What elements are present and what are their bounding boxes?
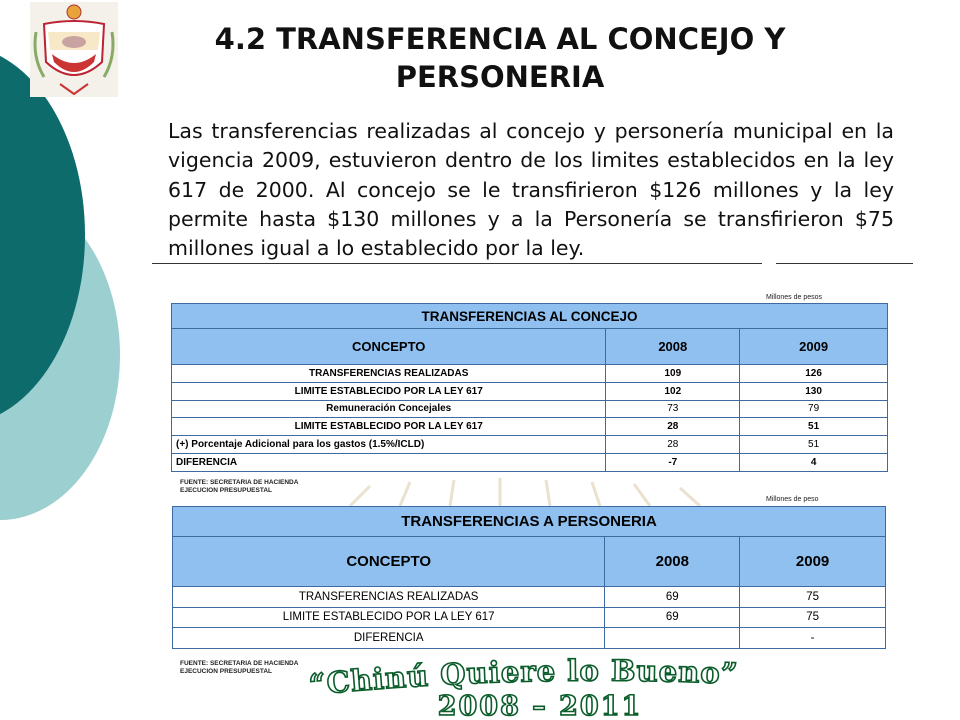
row-value-2008: 28 [606, 418, 740, 436]
row-value-2009: 75 [740, 607, 886, 628]
row-concepto: TRANSFERENCIAS REALIZADAS [173, 587, 605, 608]
slogan-line-1: “Chinú Quiere lo Bueno” [307, 653, 740, 702]
row-value-2009: - [740, 628, 886, 649]
municipal-crest-icon [30, 2, 118, 97]
row-value-2008: 69 [605, 607, 740, 628]
divider-line [776, 263, 913, 264]
column-header-2009: 2009 [740, 537, 886, 587]
table-row [172, 382, 888, 400]
table-row [172, 453, 888, 471]
column-header-concepto: CONCEPTO [172, 329, 606, 365]
row-concepto: LIMITE ESTABLECIDO POR LA LEY 617 [173, 607, 605, 628]
row-value-2009: 75 [740, 587, 886, 608]
source-line: EJECUCION PRESUPUESTAL [180, 487, 272, 494]
column-header-2008: 2008 [605, 537, 740, 587]
body-paragraph: Las transferencias realizadas al concejo y personería municipal en la vigencia 2009, estuvieron dentro de los limites establecidos en la ley 617 de 2000. Al concejo se le transfirieron $126 millones y la ley permite hasta $130 millones y a la Personería se transfirieron $75 millones igual a lo establecido por la ley. [168, 119, 894, 261]
row-value-2009: 51 [740, 436, 888, 454]
source-line: FUENTE: SECRETARIA DE HACIENDA [180, 660, 299, 667]
row-concepto: DIFERENCIA [172, 453, 606, 471]
table-units-label: Millones de pesos [766, 294, 823, 301]
column-header-2009: 2009 [740, 329, 888, 365]
row-value-2008: 69 [605, 587, 740, 608]
source-line: FUENTE: SECRETARIA DE HACIENDA [180, 479, 299, 486]
table-title: TRANSFERENCIAS AL CONCEJO [172, 304, 888, 329]
row-concepto: Remuneración Concejales [172, 400, 606, 418]
column-header-2008: 2008 [606, 329, 740, 365]
row-concepto: DIFERENCIA [173, 628, 605, 649]
transferencias-concejo-table [171, 303, 888, 472]
table-title: TRANSFERENCIAS A PERSONERIA [173, 507, 886, 537]
table-row [172, 436, 888, 454]
transferencias-personeria-table [172, 506, 886, 649]
row-concepto: TRANSFERENCIAS REALIZADAS [172, 365, 606, 383]
table-units-label: Millones de peso [766, 496, 819, 503]
table-row [172, 365, 888, 383]
row-value-2009: 51 [740, 418, 888, 436]
page-title: 4.2 TRANSFERENCIA AL CONCEJO Y PERSONERIA [214, 22, 786, 94]
row-value-2008: 28 [606, 436, 740, 454]
table-row [172, 400, 888, 418]
source-line: EJECUCION PRESUPUESTAL [180, 668, 272, 675]
slogan-banner [290, 643, 810, 720]
row-concepto: LIMITE ESTABLECIDO POR LA LEY 617 [172, 418, 606, 436]
divider-line [152, 263, 762, 264]
row-value-2009: 126 [740, 365, 888, 383]
row-concepto: LIMITE ESTABLECIDO POR LA LEY 617 [172, 382, 606, 400]
row-value-2008: -7 [606, 453, 740, 471]
row-value-2008: 73 [606, 400, 740, 418]
table-row [173, 607, 886, 628]
table-source-note [180, 479, 298, 495]
row-value-2008: 102 [606, 382, 740, 400]
slogan-line-2: 2008 – 2011 [437, 691, 643, 720]
row-value-2009: 79 [740, 400, 888, 418]
row-value-2009: 130 [740, 382, 888, 400]
table-row [173, 587, 886, 608]
table-row [172, 418, 888, 436]
row-value-2009: 4 [740, 453, 888, 471]
row-value-2008: 109 [606, 365, 740, 383]
row-concepto: (+) Porcentaje Adicional para los gastos (1.5%/ICLD) [172, 436, 606, 454]
column-header-concepto: CONCEPTO [173, 537, 605, 587]
table-source-note [180, 660, 298, 676]
